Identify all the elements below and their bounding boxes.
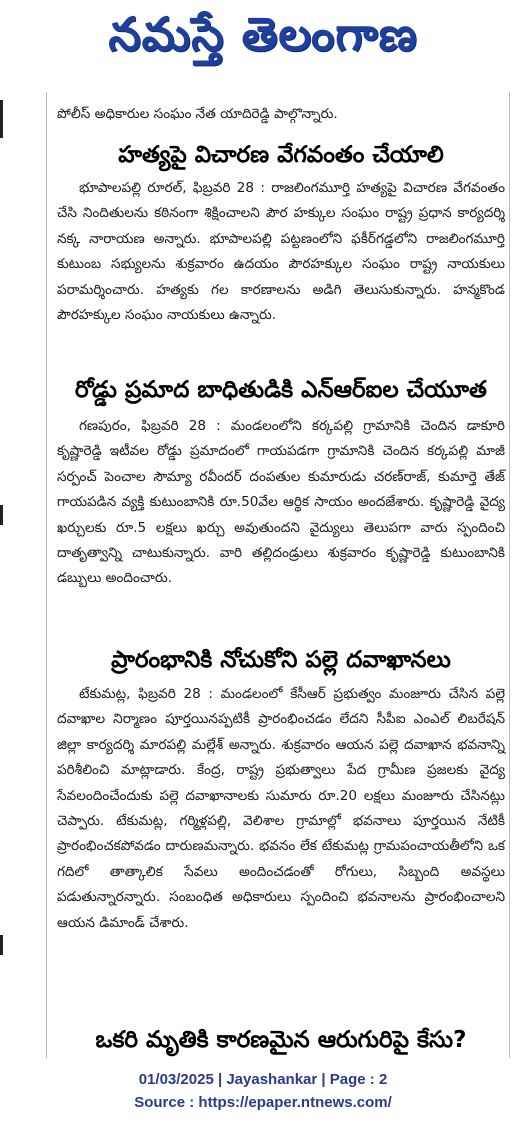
article-headline: ప్రారంభానికి నోచుకోని పల్లె దవాఖానలు — [111, 647, 451, 673]
lead-line — [57, 102, 505, 127]
footer-date-edition: 01/03/2025 | Jayashankar | Page : 2 — [138, 1071, 388, 1088]
article-3-body — [57, 682, 505, 936]
column-rule — [0, 935, 3, 955]
article-body: భూపాలపల్లి రూరల్, ఫిబ్రవరి 28 : రాజలింగమూర్తి హత్యపై విచారణ వేగవంతం చేసి నిందితులను కఠినంగా శిక్షించాలని పౌర హక్కుల సంఘం రాష్ట్ర ప్రధాన కార్యదర్శి నక్క నారాయణ అన్నారు. భూపాలపల్లి పట్టణంలోని ఫకీర్‌గడ్డలోని రాజలింగమూర్తి కుటుంబ సభ్యులను శుక్రవారం ఉదయం పౌరహక్కుల సంఘం రాష్ట్ర నాయకులు పరామర్శించారు. హత్యకు గల కారణాలను అడిగి తెలుసుకున్నారు. హన్మకొండ పౌరహక్కుల సంఘం నాయకులు ఉన్నారు. — [57, 180, 505, 324]
article-body: టేకుమట్ల, ఫిబ్రవరి 28 : మండలంలో కేసీఆర్ ప్రభుత్వం మంజూరు చేసిన పల్లె దవాఖాల నిర్మాణం పూర్తయినప్పటికీ ప్రారంభించడం లేదని సీపీఐ ఎంఎల్ లిబరేషన్ జిల్లా కార్యదర్శి మారపల్లి మల్లేశ్ అన్నారు. శుక్రవారం ఆయన పల్లె దవాఖాన భవనాన్ని పరిశీలించి మాట్లాడారు. కేంద్ర, రాష్ట్ర ప్రభుత్వాలు పేద గ్రామీణ ప్రజలకు వైద్య సేవలందించేందుకు పల్లె దవాఖానాలకు సుమారు రూ.20 లక్షలు మంజూరు చేసినట్లు చెప్పారు. టేకుమట్ల, గర్మిళ్లపల్లి, వెలిశాల గ్రామాల్లో భవనాలు పూర్తయిన నేటికీ ప్రారంభించకపోవడం దారుణమన్నారు. భవనం లేక టేకుమట్ల గ్రామపంచాయతీలోని ఒక గదిలో తాత్కాలిక సేవలు అందించడంతో రోగులు, సిబ్బంది అవస్థలు పడుతున్నారన్నారు. సంబంధిత అధికారులు స్పందించి భవనాలను ప్రారంభించాలని ఆయన డిమాండ్ చేశారు. — [57, 686, 505, 931]
masthead-title: నమస్తే తెలంగాణ — [108, 7, 418, 61]
article-headline: ఒకరి మృతికి కారణమైన ఆరుగురిపై కేసు? — [95, 1027, 467, 1053]
column-rule — [0, 100, 3, 138]
article-2-body — [57, 414, 505, 592]
article-1-body — [57, 176, 505, 328]
article-body: గణపురం, ఫిబ్రవరి 28 : మండలంలోని కర్కపల్లి గ్రామానికి చెందిన డాకూరి కృష్ణారెడ్డి ఇటీవల రోడ్డు ప్రమాదంలో గాయపడగా గ్రామానికి చెందిన కర్కపల్లి మాజీ సర్పంచ్ పెంచాల సౌమ్యా రవీందర్ దంపతుల కుమారుడు చరణ్‌రాజ్, కుమార్తె తేజ్ గాయపడిన వ్యక్తి కుటుంబానికి రూ.50వేల ఆర్థిక సాయం అందజేశారు. కృష్ణారెడ్డి వైద్య ఖర్చులకు రూ.5 లక్షలు ఖర్చు అవుతుందని వైద్యులు తెలుపగా వారు స్పందించి దాతృత్వాన్ని చాటుకున్నారు. వారి తల్లిదండ్రులు శుక్రవారం కృష్ణారెడ్డి కుటుంబానికి డబ్బులు అందించారు. — [57, 418, 505, 587]
article-3 — [57, 645, 505, 675]
newspaper-masthead — [0, 0, 526, 80]
column-rule — [0, 505, 3, 525]
article-2 — [57, 375, 505, 405]
footer-source: Source : https://epaper.ntnews.com/ — [134, 1094, 392, 1111]
article-1 — [57, 140, 505, 170]
article-4 — [57, 1025, 505, 1055]
article-headline: రోడ్డు ప్రమాద బాధితుడికి ఎన్‌ఆర్‌ఐల చేయూత — [75, 377, 487, 403]
lead-paragraph: పోలీస్ అధికారుల సంఘం నేత యాదిరెడ్డి పాల్గొన్నారు. — [57, 106, 338, 122]
article-headline: హత్యపై విచారణ వేగవంతం చేయాలి — [118, 142, 444, 168]
news-clipping — [46, 92, 510, 1058]
